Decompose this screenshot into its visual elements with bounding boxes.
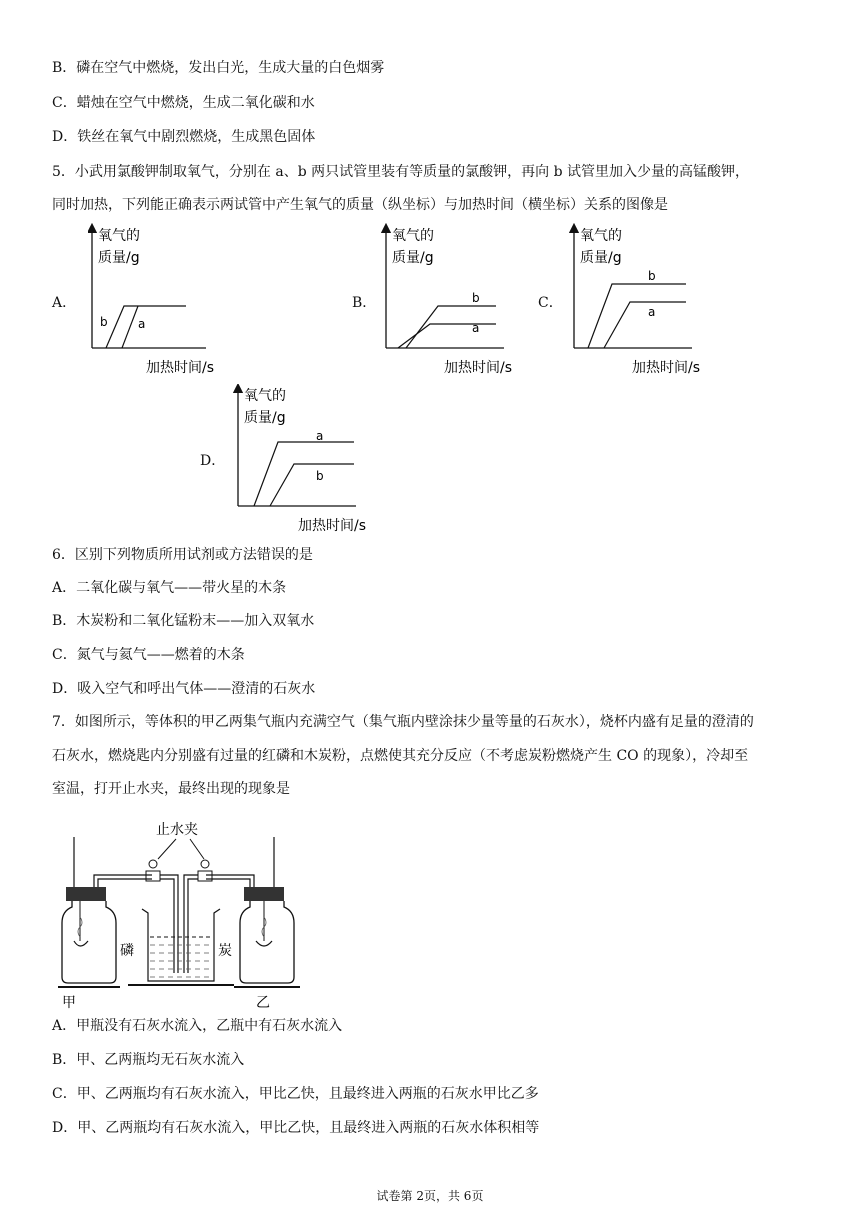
graph-d-label-b: b <box>316 469 324 483</box>
graph-c-xlabel: 加热时间/s <box>632 360 701 376</box>
page-footer: 试卷第 2页，共 6页 <box>376 1189 484 1203</box>
graph-a-label-a: a <box>138 317 146 331</box>
q4-option-d: D．铁丝在氧气中剧烈燃烧，生成黑色固体 <box>52 129 316 145</box>
clamp-pointer-left <box>158 839 176 859</box>
q5-stem-line-2: 同时加热，下列能正确表示两试管中产生氧气的质量（纵坐标）与加热时间（横坐标）关系的图像是 <box>52 197 668 213</box>
q4-option-b: B．磷在空气中燃烧，发出白光，生成大量的白色烟雾 <box>52 60 385 76</box>
graph-d-label-a: a <box>316 429 324 443</box>
graph-a <box>88 222 228 377</box>
graph-b <box>380 222 530 377</box>
graph-c-ylabel-1: 氧气的 <box>580 228 622 244</box>
graph-a-ylabel-1: 氧气的 <box>98 228 140 244</box>
bottle-jia <box>58 837 120 987</box>
spoon-right <box>256 941 272 946</box>
graph-c-ylabel-2: 质量/g <box>580 250 622 266</box>
apparatus-diagram <box>58 815 308 1010</box>
graph-d-ylabel-2: 质量/g <box>244 410 286 426</box>
q7-option-a: A．甲瓶没有石灰水流入，乙瓶中有石灰水流入 <box>52 1018 343 1034</box>
graph-c-line-a <box>604 302 686 348</box>
spoon-left <box>74 941 88 946</box>
q4-option-c: C．蜡烛在空气中燃烧，生成二氧化碳和水 <box>52 95 315 111</box>
q7-stem-line-1: 7．如图所示，等体积的甲乙两集气瓶内充满空气（集气瓶内壁涂抹少量等量的石灰水），烧杯内盛有足量的澄清的 <box>52 714 754 730</box>
graph-b-ylabel-1: 氧气的 <box>392 228 434 244</box>
graph-a-label-b: b <box>100 315 108 329</box>
graph-b-line-b <box>406 306 496 348</box>
graph-d <box>232 384 382 539</box>
graph-d-ylabel-1: 氧气的 <box>244 388 286 404</box>
q6-option-c: C．氮气与氦气——燃着的木条 <box>52 647 245 663</box>
graph-a-ylabel-2: 质量/g <box>98 250 140 266</box>
graph-c-letter: C． <box>538 295 563 311</box>
graph-b-letter: B． <box>352 295 377 311</box>
graph-d-line-b <box>270 464 354 506</box>
substance-phosphorus: 磷 <box>120 943 134 959</box>
bottle-label-yi: 乙 <box>256 995 270 1010</box>
substance-carbon: 炭 <box>218 943 232 959</box>
graph-b-label-a: a <box>472 321 480 335</box>
graph-b-ylabel-2: 质量/g <box>392 250 434 266</box>
bottle-label-jia: 甲 <box>62 995 76 1010</box>
graph-c-label-b: b <box>648 269 656 283</box>
graph-b-label-b: b <box>472 291 480 305</box>
graph-c <box>568 222 718 377</box>
graph-b-xlabel: 加热时间/s <box>444 360 513 376</box>
graph-c-line-b <box>588 284 686 348</box>
q6-option-a: A．二氧化碳与氧气——带火星的木条 <box>52 580 287 596</box>
graph-a-xlabel: 加热时间/s <box>146 360 215 376</box>
graph-c-label-a: a <box>648 305 656 319</box>
graph-a-line-a <box>122 306 138 348</box>
graph-a-line-b <box>106 306 186 348</box>
graph-b-line-a <box>398 324 496 348</box>
q6-stem: 6．区别下列物质所用试剂或方法错误的是 <box>52 547 313 563</box>
graph-a-letter: A． <box>52 295 77 311</box>
clamp-pointer-right <box>190 839 204 859</box>
q6-option-b: B．木炭粉和二氧化锰粉末——加入双氧水 <box>52 613 315 629</box>
q6-option-d: D．吸入空气和呼出气体——澄清的石灰水 <box>52 681 316 697</box>
q7-stem-line-2: 石灰水，燃烧匙内分别盛有过量的红磷和木炭粉，点燃使其充分反应（不考虑炭粉燃烧产生 CO 的现象），冷却至 <box>52 748 749 764</box>
bottle-yi <box>234 837 300 987</box>
stopper-left <box>66 887 106 901</box>
q5-stem-line-1: 5．小武用氯酸钾制取氧气，分别在 a、b 两只试管里装有等质量的氯酸钾，再向 b 试管里加入少量的高锰酸钾， <box>52 164 749 180</box>
q7-stem-line-3: 室温，打开止水夹，最终出现的现象是 <box>52 781 290 797</box>
q7-option-d: D．甲、乙两瓶均有石灰水流入，甲比乙快，且最终进入两瓶的石灰水体积相等 <box>52 1120 540 1136</box>
graph-d-xlabel: 加热时间/s <box>298 518 367 534</box>
graph-d-line-a <box>254 442 354 506</box>
q7-option-b: B．甲、乙两瓶均无石灰水流入 <box>52 1052 245 1068</box>
clamp-label: 止水夹 <box>156 822 198 838</box>
q7-option-c: C．甲、乙两瓶均有石灰水流入，甲比乙快，且最终进入两瓶的石灰水甲比乙多 <box>52 1086 539 1102</box>
graph-d-letter: D． <box>200 453 226 469</box>
stopper-right <box>244 887 284 901</box>
